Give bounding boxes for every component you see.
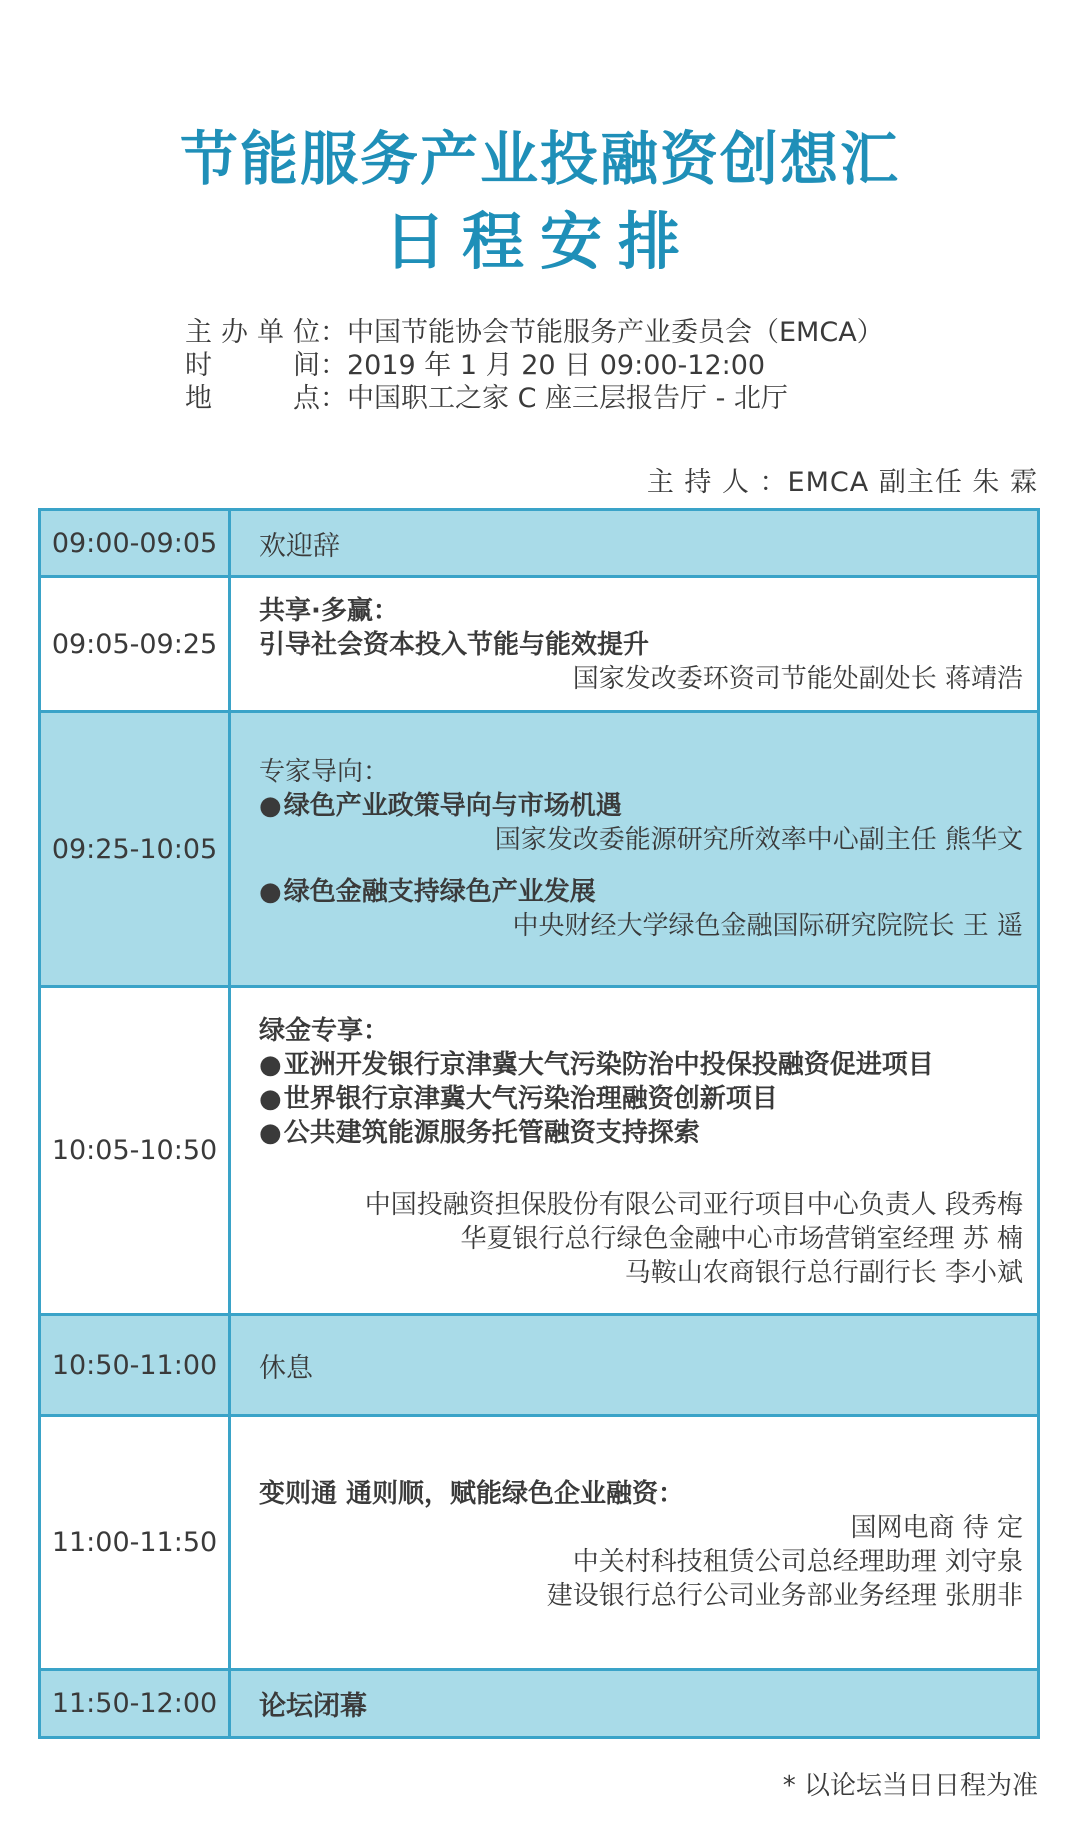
schedule-row	[41, 511, 1037, 578]
session-topic: ● 亚洲开发银行京津冀大气污染防治中投保投融资促进项目	[259, 1048, 1023, 1082]
time-label: 时 间	[185, 350, 320, 381]
place-row: 地 点 ： 中国职工之家 C 座三层报告厅 - 北厅	[185, 383, 788, 414]
session-heading: 变则通 通则顺，赋能绿色企业融资：	[259, 1479, 685, 1509]
host-line: 主 持 人 ：EMCA 副主任 朱 霖	[646, 467, 1038, 498]
speaker: 中央财经大学绿色金融国际研究院院长 王 遥	[512, 911, 1023, 941]
schedule-time: 09:05-09:25	[41, 578, 231, 710]
schedule-row	[41, 713, 1037, 988]
schedule-time: 10:05-10:50	[41, 988, 231, 1313]
organizer-label: 主 办 单 位	[185, 317, 320, 348]
speaker: 马鞍山农商银行总行副行长 李小斌	[624, 1258, 1023, 1288]
session-topic: ● 绿色金融支持绿色产业发展	[259, 875, 1023, 909]
speaker: 国家发改委环资司节能处副处长 蒋靖浩	[572, 664, 1023, 694]
schedule-row	[41, 578, 1037, 713]
schedule-content	[231, 988, 1037, 1313]
organizer-value: 中国节能协会节能服务产业委员会（EMCA）	[347, 317, 884, 348]
session-topic: 引导社会资本投入节能与能效提升	[259, 630, 650, 660]
schedule-content: 休息	[259, 1352, 313, 1384]
organizer-row: 主 办 单 位 ： 中国节能协会节能服务产业委员会（EMCA）	[185, 317, 884, 348]
page-subtitle: 日程安排	[383, 205, 696, 278]
schedule-content: 论坛闭幕	[259, 1691, 367, 1722]
session-heading: 共享·多赢：	[259, 596, 399, 626]
schedule-time: 09:25-10:05	[41, 713, 231, 985]
schedule-table	[38, 508, 1040, 1739]
schedule-time: 09:00-09:05	[41, 511, 231, 575]
schedule-row	[41, 1671, 1037, 1736]
speaker: 国家发改委能源研究所效率中心副主任 熊华文	[494, 825, 1023, 855]
speaker: 建设银行总行公司业务部业务经理 张朋非	[546, 1581, 1023, 1611]
time-value: 2019 年 1 月 20 日 09:00-12:00	[347, 350, 766, 381]
session-heading: 专家导向：	[259, 757, 390, 787]
session-topic: ● 绿色产业政策导向与市场机遇	[259, 789, 1023, 823]
schedule-row	[41, 1417, 1037, 1671]
session-topic: ● 世界银行京津冀大气污染治理融资创新项目	[259, 1082, 1023, 1116]
speaker: 中关村科技租赁公司总经理助理 刘守泉	[572, 1547, 1023, 1577]
place-label: 地 点	[185, 383, 320, 414]
schedule-row	[41, 988, 1037, 1316]
footnote: * 以论坛当日日程为准	[782, 1771, 1038, 1801]
schedule-content	[231, 578, 1037, 710]
schedule-time: 11:50-12:00	[41, 1671, 231, 1736]
schedule-time: 11:00-11:50	[41, 1417, 231, 1668]
schedule-content	[231, 1417, 1037, 1668]
speaker: 国网电商 待 定	[850, 1513, 1023, 1543]
speaker: 中国投融资担保股份有限公司亚行项目中心负责人 段秀梅	[364, 1190, 1023, 1220]
speaker: 华夏银行总行绿色金融中心市场营销室经理 苏 楠	[460, 1224, 1023, 1254]
place-value: 中国职工之家 C 座三层报告厅 - 北厅	[347, 383, 788, 414]
schedule-content: 欢迎辞	[259, 530, 340, 562]
schedule-time: 10:50-11:00	[41, 1316, 231, 1414]
session-heading: 绿金专享：	[259, 1016, 390, 1046]
time-row: 时 间 ： 2019 年 1 月 20 日 09:00-12:00	[185, 350, 766, 381]
page-title: 节能服务产业投融资创想汇	[179, 125, 900, 193]
session-topic: ● 公共建筑能源服务托管融资支持探索	[259, 1116, 1023, 1150]
schedule-row	[41, 1316, 1037, 1417]
schedule-content	[231, 713, 1037, 985]
event-info	[185, 316, 884, 415]
